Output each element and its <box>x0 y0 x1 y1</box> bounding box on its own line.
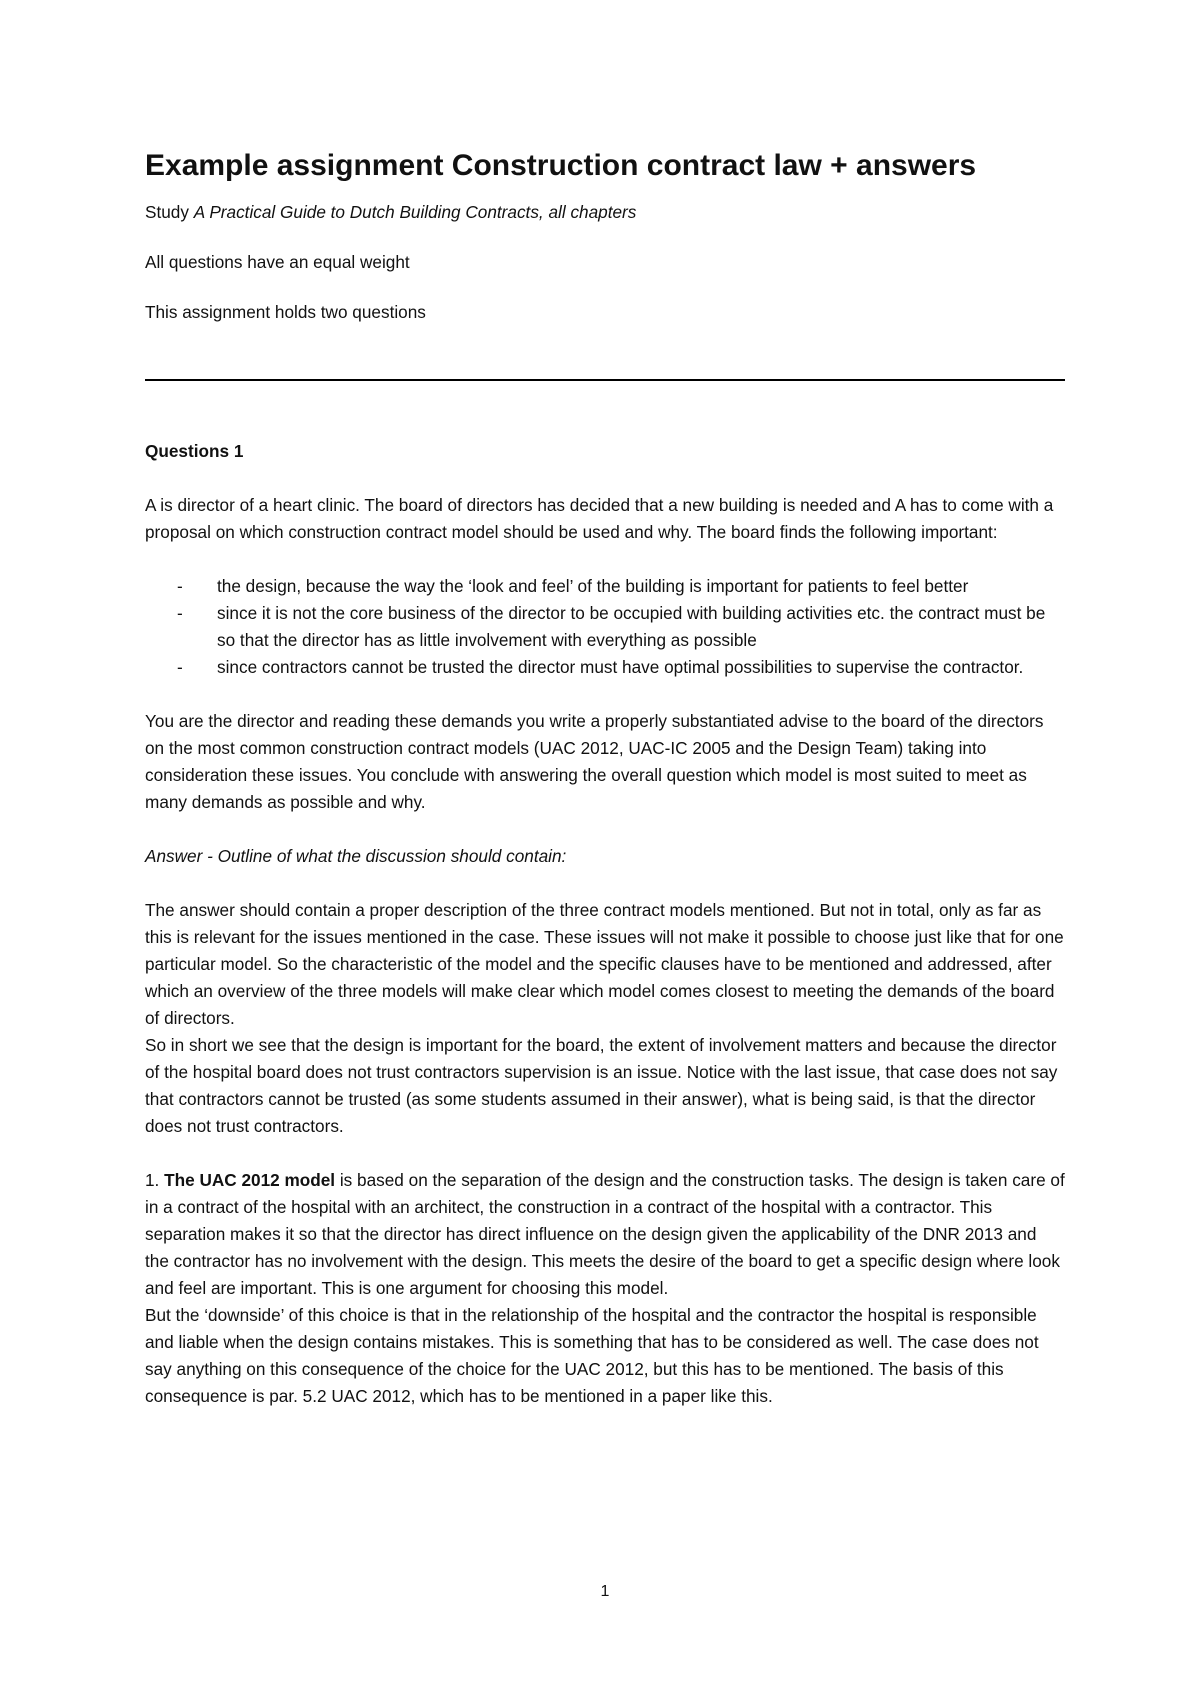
study-line <box>145 199 636 225</box>
list-item <box>145 600 1065 654</box>
list-item <box>145 654 1065 681</box>
answer-paragraph-2: So in short we see that the design is important for the board, the extent of involvement matters and because the director of the hospital board does not trust contractors supervision is an issue. Notice with the last issue, that case does not say that contractors cannot be trusted (as some students assumed in their answer), what is being said, is that the director does not trust contractors. <box>145 1035 1058 1136</box>
uac-2012-number: 1. <box>145 1170 165 1190</box>
demand-text: since contractors cannot be trusted the director must have optimal possibilities to supervise the contractor. <box>217 657 1024 677</box>
demand-text: the design, because the way the ‘look and feel’ of the building is important for patients to feel better <box>217 576 969 596</box>
demands-list <box>145 573 1065 681</box>
page-number: 1 <box>600 1583 610 1600</box>
question-1-intro: A is director of a heart clinic. The board of directors has decided that a new building is needed and A has to come with a proposal on which construction contract model should be used and why. The board finds the following important: <box>145 495 1054 542</box>
horizontal-rule <box>145 379 1065 381</box>
uac-2012-paragraph <box>145 1167 1065 1302</box>
bullet-marker: - <box>177 603 183 623</box>
study-book-title: A Practical Guide to Dutch Building Contracts, all chapters <box>193 202 637 222</box>
question-1-heading: Questions 1 <box>145 441 244 461</box>
question-count-note: This assignment holds two questions <box>145 302 426 322</box>
weight-note: All questions have an equal weight <box>145 252 410 272</box>
study-prefix: Study <box>145 202 194 222</box>
uac-2012-description: is based on the separation of the design and the construction tasks. The design is taken care of in a contract of the hospital with an architect, the construction in a contract of the hospital with a contractor. This separation makes it so that the director has direct influence on the design given the applicability of the DNR 2013 and the contractor has no involvement with the design. This meets the desire of the board to get a specific design where look and feel are important. This is one argument for choosing this model. <box>145 1170 1065 1298</box>
list-item <box>145 573 1065 600</box>
bullet-marker: - <box>177 576 183 596</box>
document-title: Example assignment Construction contract law + answers <box>145 149 977 182</box>
document-body <box>145 438 1065 1410</box>
bullet-marker: - <box>177 657 183 677</box>
answer-paragraph-1: The answer should contain a proper description of the three contract models mentioned. But not in total, only as far as this is relevant for the issues mentioned in the case. These issues will not make it possible to choose just like that for one particular model. So the characteristic of the model and the specific clauses have to be mentioned and addressed, after which an overview of the three models will make clear which model comes closest to meeting the demands of the board of directors. <box>145 900 1064 1028</box>
answer-heading: Answer - Outline of what the discussion should contain: <box>145 846 567 866</box>
demand-text: since it is not the core business of the director to be occupied with building activities etc. the contract must be so that the director has as little involvement with everything as possible <box>217 603 1046 650</box>
uac-2012-model-label: The UAC 2012 model <box>164 1170 336 1190</box>
question-1-task: You are the director and reading these demands you write a properly substantiated advise to the board of the directors on the most common construction contract models (UAC 2012, UAC-IC 2005 and the Design Team) taking into consideration these issues. You conclude with answering the overall question which model is most suited to meet as many demands as possible and why. <box>145 711 1044 812</box>
uac-2012-downside-paragraph: But the ‘downside’ of this choice is that in the relationship of the hospital and the contractor the hospital is responsible and liable when the design contains mistakes. This is something that has to be considered as well. The case does not say anything on this consequence of the choice for the UAC 2012, but this has to be mentioned. The basis of this consequence is par. 5.2 UAC 2012, which has to be mentioned in a paper like this. <box>145 1305 1039 1406</box>
